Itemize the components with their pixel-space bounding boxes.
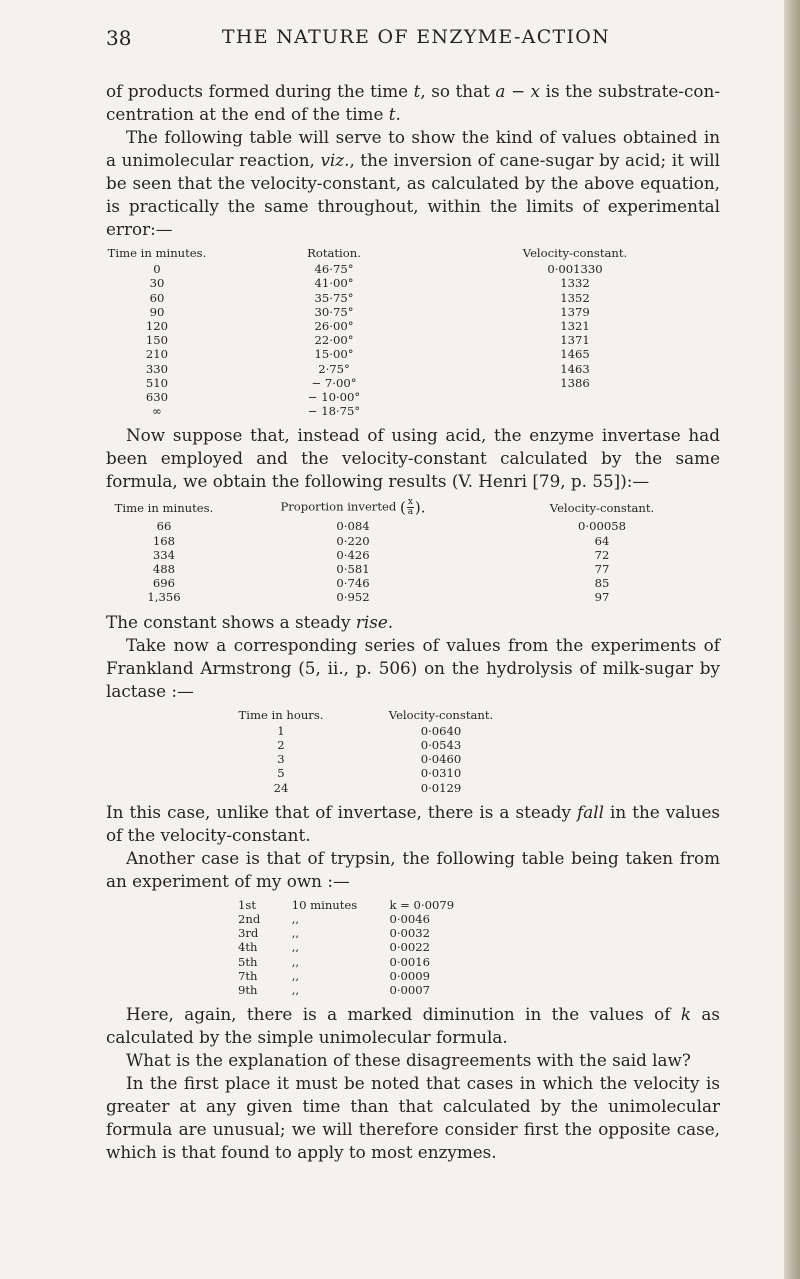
table-cell: 1386 bbox=[560, 375, 590, 390]
text-run: . bbox=[395, 104, 401, 124]
table-cell: 334 bbox=[152, 547, 176, 562]
table-cell: 0·952 bbox=[336, 590, 370, 605]
table-row bbox=[232, 940, 532, 954]
table-row bbox=[216, 724, 536, 738]
table-cell: ,, bbox=[291, 954, 300, 969]
table-cell: 4th bbox=[238, 940, 258, 955]
table-cell: 1 bbox=[277, 723, 285, 738]
table-body bbox=[232, 898, 532, 997]
table-body bbox=[98, 262, 698, 418]
text-run: The following table will serve to show the kind of values obtained in a unimolecular reaction, bbox=[106, 127, 720, 170]
paragraph-2 bbox=[106, 126, 720, 241]
paragraph-3: Now suppose that, instead of using acid, the enzyme invertase had been employed and the velocity-constant calculated by the same formula, we obtain the following results (V. Henri [79, p. 55]):— bbox=[106, 425, 720, 492]
table-cell: ,, bbox=[291, 983, 300, 998]
table-cell: 30 bbox=[149, 276, 165, 291]
page-edge bbox=[784, 0, 800, 1279]
table-cell: 120 bbox=[145, 319, 169, 334]
table-cell: 30·75° bbox=[314, 304, 354, 319]
table-row bbox=[98, 347, 698, 361]
text-run: is the substrate-concentration at the end of the time bbox=[106, 81, 721, 124]
column-header: Time in minutes. bbox=[114, 500, 214, 515]
table-row bbox=[100, 562, 726, 576]
paren-close: ). bbox=[414, 498, 426, 517]
table-row bbox=[98, 262, 698, 276]
table-cell: 1321 bbox=[560, 319, 590, 334]
fraction-numerator: x bbox=[407, 497, 413, 508]
table-row bbox=[98, 291, 698, 305]
table-cell: 0·426 bbox=[336, 547, 370, 562]
column-header: Time in minutes. bbox=[107, 246, 207, 260]
table-cell: 5th bbox=[238, 954, 258, 969]
table-cell bbox=[452, 404, 698, 418]
table-invertase bbox=[100, 498, 726, 604]
table-cell: 1465 bbox=[560, 347, 590, 362]
paragraph-8 bbox=[106, 1003, 720, 1049]
table-cell: ,, bbox=[291, 940, 300, 955]
table-cell: 210 bbox=[145, 347, 169, 362]
table-cell: 0·0543 bbox=[420, 738, 462, 753]
table-cell: 0·0022 bbox=[389, 940, 431, 955]
table-cell: ,, bbox=[291, 912, 300, 927]
table-cell: 22·00° bbox=[314, 333, 354, 348]
table-cell: 0·0640 bbox=[420, 723, 462, 738]
table-cell: 1,356 bbox=[147, 590, 181, 605]
table-cell: 3rd bbox=[238, 926, 259, 941]
fraction-x-over-a bbox=[407, 498, 414, 517]
table-row bbox=[100, 548, 726, 562]
table-row bbox=[98, 276, 698, 290]
table-row bbox=[98, 404, 698, 418]
table-row bbox=[216, 781, 536, 795]
table-lactase bbox=[216, 708, 536, 795]
table-row bbox=[98, 390, 698, 404]
table-cane-sugar-inversion bbox=[98, 246, 698, 418]
table-cell: 26·00° bbox=[314, 319, 354, 334]
column-header: Velocity-constant. bbox=[388, 707, 494, 722]
table-cell: 0·001330 bbox=[547, 262, 603, 277]
italic-k: k bbox=[680, 1004, 691, 1025]
table-body bbox=[216, 724, 536, 795]
table-cell: 1st bbox=[238, 897, 256, 912]
table-cell: 85 bbox=[594, 576, 610, 591]
table-cell: 24 bbox=[273, 780, 289, 795]
table-row bbox=[98, 319, 698, 333]
table-cell: 0·0007 bbox=[389, 983, 431, 998]
table-cell: 66 bbox=[156, 519, 172, 534]
table-row bbox=[100, 534, 726, 548]
table-row bbox=[232, 983, 532, 997]
table-cell: 0·0046 bbox=[389, 912, 431, 927]
table-cell bbox=[452, 390, 698, 404]
table-cell: 0·220 bbox=[336, 533, 370, 548]
text-run: Here, again, there is a marked diminution in the values of bbox=[126, 1004, 681, 1025]
table-cell: 0·0009 bbox=[389, 968, 431, 983]
table-cell: 510 bbox=[145, 375, 169, 390]
table-cell: 1352 bbox=[560, 290, 590, 305]
table-cell: 15·00° bbox=[314, 347, 354, 362]
table-cell: 72 bbox=[594, 547, 610, 562]
table-row bbox=[100, 519, 726, 533]
table-cell: 2 bbox=[277, 738, 285, 753]
table-row bbox=[216, 738, 536, 752]
table-cell: 1463 bbox=[560, 361, 590, 376]
italic-rise: rise bbox=[355, 611, 388, 632]
text-run: of products formed during the time bbox=[106, 81, 414, 101]
table-row bbox=[232, 926, 532, 940]
table-cell: 64 bbox=[594, 533, 610, 548]
page-header bbox=[106, 26, 726, 56]
math-a-minus-x: a − x bbox=[495, 81, 541, 101]
column-header-proportion bbox=[228, 498, 478, 519]
column-header: Velocity-constant. bbox=[522, 246, 628, 260]
table-cell: 0·0129 bbox=[420, 780, 462, 795]
table-cell: ,, bbox=[291, 926, 300, 941]
italic-fall: fall bbox=[577, 801, 604, 822]
column-header: Time in hours. bbox=[238, 707, 324, 722]
paragraph-1 bbox=[106, 80, 720, 126]
table-cell: 696 bbox=[152, 576, 176, 591]
table-row bbox=[98, 376, 698, 390]
running-head: THE NATURE OF ENZYME-ACTION bbox=[221, 26, 611, 48]
paren-open: ( bbox=[399, 498, 406, 517]
table-cell: 630 bbox=[145, 390, 169, 405]
table-cell: 0·084 bbox=[336, 519, 370, 534]
table-trypsin bbox=[232, 898, 532, 997]
table-cell: 0 bbox=[153, 262, 161, 277]
table-cell: 0·0310 bbox=[420, 766, 462, 781]
table-row bbox=[232, 969, 532, 983]
column-header-text: Proportion inverted bbox=[280, 499, 397, 514]
table-cell: 41·00° bbox=[314, 276, 354, 291]
table-cell: 0·746 bbox=[336, 576, 370, 591]
table-row bbox=[232, 955, 532, 969]
text-run: . bbox=[387, 611, 394, 632]
math-t: t bbox=[413, 81, 421, 101]
table-cell: 0·0016 bbox=[389, 954, 431, 969]
math-t: t bbox=[388, 104, 396, 124]
paragraph-4 bbox=[106, 611, 720, 634]
table-cell: 1379 bbox=[560, 304, 590, 319]
column-header: Rotation. bbox=[307, 246, 361, 260]
table-cell: 10 minutes bbox=[291, 897, 358, 912]
table-cell: 168 bbox=[152, 533, 176, 548]
text-run: The constant shows a steady bbox=[106, 611, 356, 632]
table-cell: 60 bbox=[149, 290, 165, 305]
text-run: In this case, unlike that of invertase, there is a steady bbox=[106, 801, 578, 822]
fraction-denominator: a bbox=[407, 507, 414, 518]
table-cell: 3 bbox=[277, 752, 285, 767]
table-body bbox=[100, 519, 726, 604]
table-cell: 150 bbox=[145, 333, 169, 348]
table-cell: 9th bbox=[238, 983, 258, 998]
table-cell: 1371 bbox=[560, 333, 590, 348]
table-cell: 488 bbox=[152, 562, 176, 577]
table-row bbox=[232, 898, 532, 912]
table-cell: k = 0·0079 bbox=[389, 897, 455, 912]
table-cell: 0·00058 bbox=[578, 519, 626, 534]
text-run: , so that bbox=[420, 81, 496, 101]
text-run: in the values of the velocity-constant. bbox=[106, 801, 720, 845]
paragraph-7: Another case is that of trypsin, the following table being taken from an experiment of my own :— bbox=[106, 847, 720, 891]
table-header-row bbox=[98, 246, 698, 262]
italic-viz: viz. bbox=[320, 150, 350, 170]
table-row bbox=[98, 333, 698, 347]
table-cell: 0·581 bbox=[336, 562, 370, 577]
table-header-row bbox=[100, 498, 726, 519]
table-cell: ,, bbox=[291, 968, 300, 983]
paragraph-5: Take now a corresponding series of values from the experiments of Frankland Armstrong (5, ii., p. 506) on the hydrolysis of milk-sugar by lactase :— bbox=[106, 634, 720, 701]
table-row bbox=[100, 576, 726, 590]
column-header: Velocity-constant. bbox=[549, 500, 655, 515]
text-run: , the inversion of cane-sugar by acid; it will be seen that the velocity-constant, as calculated by the above equation, is practically the same throughout, within the limits of experimental error:— bbox=[106, 150, 720, 239]
table-cell: − 7·00° bbox=[311, 375, 357, 390]
table-cell: 330 bbox=[145, 361, 169, 376]
table-row bbox=[232, 912, 532, 926]
page-body bbox=[106, 80, 720, 1164]
table-cell: 5 bbox=[277, 766, 285, 781]
table-cell: 35·75° bbox=[314, 290, 354, 305]
table-row bbox=[98, 362, 698, 376]
paragraph-9: What is the explanation of these disagreements with the said law? bbox=[126, 1050, 691, 1071]
table-cell: 2nd bbox=[238, 912, 261, 927]
table-cell: − 18·75° bbox=[307, 404, 361, 419]
text-run: as calculated by the simple unimolecular formula. bbox=[106, 1004, 720, 1048]
table-header-row bbox=[216, 708, 536, 724]
table-cell: 46·75° bbox=[314, 262, 354, 277]
table-cell: 7th bbox=[238, 968, 258, 983]
table-cell: 0·0460 bbox=[420, 752, 462, 767]
table-row bbox=[216, 766, 536, 780]
paragraph-10: In the first place it must be noted that cases in which the velocity is greater at any given time than that calculated by the unimolecular formula are unusual; we will therefore consider first the opposite case, which is that found to apply to most enzymes. bbox=[106, 1073, 720, 1163]
table-cell: − 10·00° bbox=[307, 390, 361, 405]
table-cell: 97 bbox=[594, 590, 610, 605]
table-cell: 1332 bbox=[560, 276, 590, 291]
table-cell: 90 bbox=[149, 304, 165, 319]
table-row bbox=[98, 305, 698, 319]
paragraph-6 bbox=[106, 801, 720, 847]
table-cell: 0·0032 bbox=[389, 926, 431, 941]
table-row bbox=[100, 590, 726, 604]
page-number: 38 bbox=[106, 26, 132, 50]
table-cell: 2·75° bbox=[318, 361, 350, 376]
table-cell: 77 bbox=[594, 562, 610, 577]
table-cell: ∞ bbox=[152, 404, 162, 419]
table-row bbox=[216, 752, 536, 766]
